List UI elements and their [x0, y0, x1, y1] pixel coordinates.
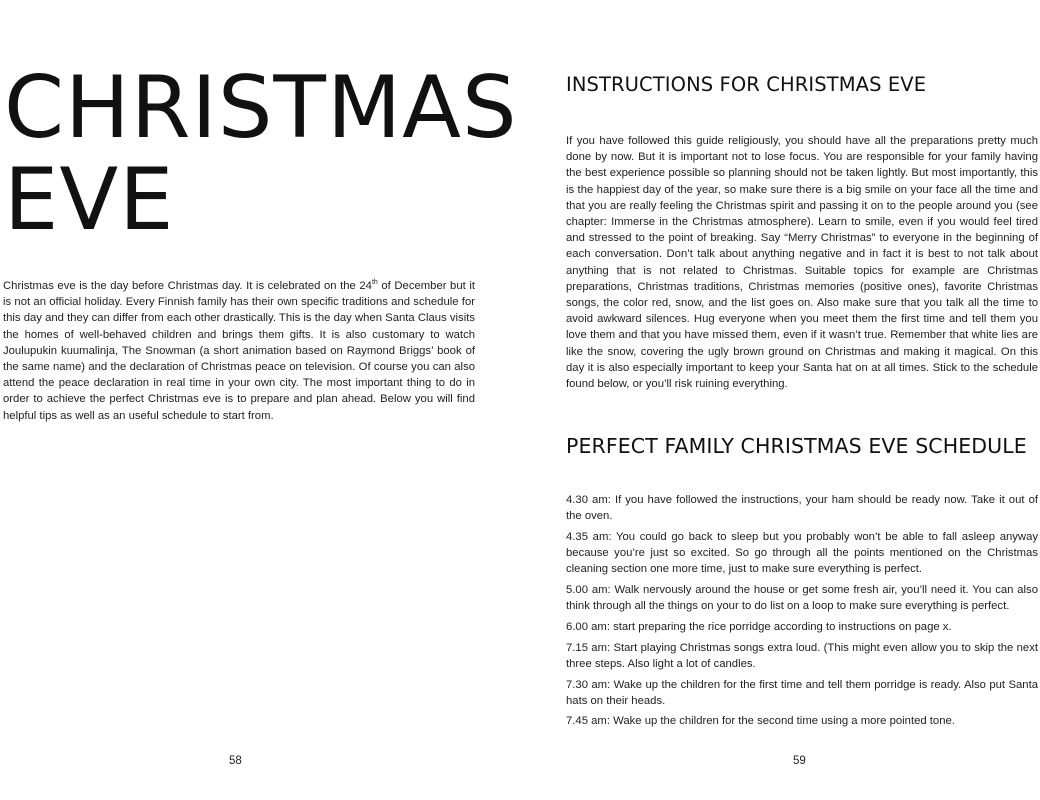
intro-superscript: th — [371, 279, 378, 287]
chapter-title-line2: EVE — [4, 150, 175, 250]
schedule-item: 7.15 am: Start playing Christmas songs extra loud. (This might even allow you to skip the next three steps. Also light a lot of candles. — [566, 641, 1038, 670]
schedule-item: 6.00 am: start preparing the rice porridge according to instructions on page x. — [566, 620, 952, 633]
page-number-left: 58 — [229, 755, 242, 767]
chapter-title-line1: CHRISTMAS — [4, 58, 518, 158]
right-page — [520, 0, 1040, 800]
instructions-paragraph: If you have followed this guide religiously, you should have all the preparations pretty much done by now. But it is important not to lose focus. You are responsible for your family having the best experience possible so planning should not be taken lightly. But most importantly, this is the happiest day of the year, so make sure there is a big smile on your face all the time and that you are really feeling the Christmas spirit and passing it on to the people around you (see chapter: Immerse in the Christmas atmosphere). Learn to smile, even if you would feel tired and stressed to the point of breaking. Say “Merry Christmas” to everyone in the beginning of each conversation. Don’t talk about anything negative and in fact it is best to not talk about anything that is not related to Christmas. Suitable topics for example are Christmas preparations, Christmas traditions, Christmas memories (positive ones), favorite Christmas songs, the color red, snow, and the list goes on. Also make sure that you talk all the time to avoid awkward silences. Hug everyone when you meet them the first time and tell them you love them and that you have missed them, even if it wasn’t true. Remember that white lies are like the snow, covering the ugly brown ground on Christmas and making it magical. On this day it is also especially important to keep your Santa hat on at all times. Stick to the schedule found below, or you’ll risk ruining everything. — [566, 135, 1038, 391]
intro-paragraph — [3, 278, 475, 424]
intro-text-part1: Christmas eve is the day before Christmas day. It is celebrated on the 24 — [3, 280, 372, 292]
schedule-list — [566, 492, 1038, 734]
schedule-item: 5.00 am: Walk nervously around the house or get some fresh air, you’ll need it. You can also think through all the things on your to do list on a loop to make sure everything is perfect. — [566, 584, 1038, 613]
page-number-right: 59 — [793, 755, 806, 767]
schedule-heading: PERFECT FAMILY CHRISTMAS EVE SCHEDULE — [566, 434, 1027, 458]
schedule-item: 4.30 am: If you have followed the instructions, your ham should be ready now. Take it out of the oven. — [566, 494, 1038, 523]
schedule-item: 4.35 am: You could go back to sleep but you probably won’t be able to fall asleep anyway because you’re just so excited. So go through all the points mentioned on the Christmas cleaning section one more time, just to make sure everything is perfect. — [566, 530, 1038, 576]
instructions-heading: INSTRUCTIONS FOR CHRISTMAS EVE — [566, 73, 927, 96]
schedule-item: 7.30 am: Wake up the children for the first time and tell them porridge is ready. Also put Santa hats on their heads. — [566, 678, 1038, 707]
chapter-title — [4, 58, 518, 250]
schedule-item: 7.45 am: Wake up the children for the second time using a more pointed tone. — [566, 715, 955, 728]
intro-text-part2: of December but it is not an official holiday. Every Finnish family has their own specific traditions and schedule for this day and they can differ from each other drastically. This is the day when Santa Claus visits the homes of well-behaved children and brings them gifts. It is also customary to watch Joulupukin kuumalinja, The Snowman (a short animation based on Raymond Briggs’ book of the same name) and the declaration of Christmas peace on television. Of course you can also attend the peace declaration in real time in your own city. The most important thing to do in order to achieve the perfect Christmas eve is to prepare and plan ahead. Below you will find helpful tips as well as an useful schedule to start from. — [3, 280, 475, 422]
